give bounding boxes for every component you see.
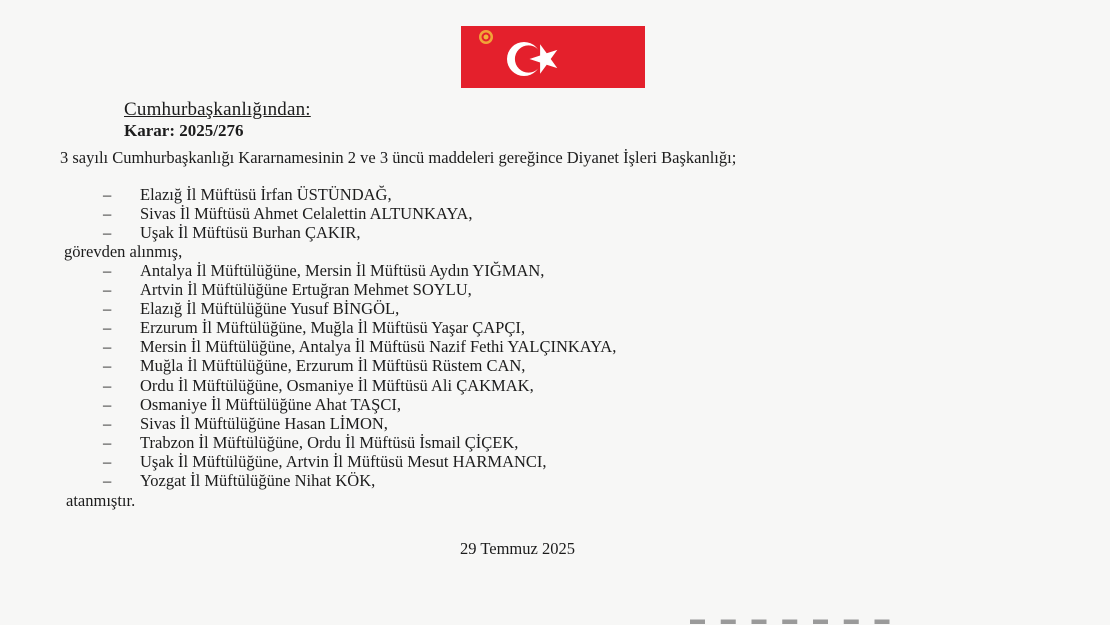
removed-label: görevden alınmış, xyxy=(64,242,183,261)
dash-bullet: – xyxy=(103,223,112,243)
presidential-emblem-icon xyxy=(479,30,493,44)
intro-paragraph: 3 sayılı Cumhurbaşkanlığı Kararnamesinin 2 ve 3 üncü maddeleri gereğince Diyanet İşleri Başkanlığı; xyxy=(60,148,737,167)
turkish-flag xyxy=(461,26,645,88)
dash-bullet: – xyxy=(103,432,112,452)
dash-bullet: – xyxy=(103,318,112,338)
cropped-signature-line: ▬ ▬ ▬ ▬ ▬ ▬ ▬ xyxy=(690,612,896,625)
dash-bullet: – xyxy=(103,356,112,376)
dash-bullet: – xyxy=(103,471,112,491)
decree-document: Cumhurbaşkanlığından: Karar: 2025/276 3 sayılı Cumhurbaşkanlığı Kararnamesinin 2 ve 3 üncü maddeleri gereğince Diyanet İşleri Başkanlığı; – Elazığ İl Müftüsü İrfan ÜSTÜNDAĞ, – Sivas İl Müftüsü Ahmet Celalettin ALTUNKAYA, – Uşak İl Müftüsü Burhan ÇAKIR, görevden alınmış, – Antalya İl Müftülüğüne, Mersin İl Müftüsü Aydın YIĞMAN, – Artvin İl Müftülüğüne Ertuğran Mehmet SOYLU, – Elazığ İl Müftülüğüne Yusuf BİNGÖL, – Erzurum İl Müftülüğüne, Muğla İl Müftüsü Yaşar ÇAPÇI, – Mersin İl Müftülüğüne, Antalya İl Müftüsü Nazif Fethi YALÇINKAYA, – Muğla İl Müftülüğüne, Erzurum İl Müftüsü Rüstem CAN, – Ordu İl Müftülüğüne, Osmaniye İl Müftüsü Ali ÇAKMAK, – Osmaniye İl Müftülüğüne Ahat TAŞCI, – Sivas İl Müftülüğüne Hasan LİMON, – Trabzon İl Müftülüğüne, Ordu İl Müftüsü İsmail ÇİÇEK, – Uşak İl Müftülüğüne, Artvin İl Müftüsü Mesut HARMANCI, – Yozgat İl Müftülüğüne Nihat KÖK, atanmıştır. 29 Temmuz 2025 ▬ ▬ ▬ ▬ ▬ ▬ ▬ xyxy=(0,0,1110,625)
decision-number: Karar: 2025/276 xyxy=(124,121,244,140)
institution-heading: Cumhurbaşkanlığından: xyxy=(124,99,311,120)
dash-bullet: – xyxy=(103,337,112,357)
dash-bullet: – xyxy=(103,375,112,395)
dash-bullet: – xyxy=(103,261,112,280)
dash-bullet: – xyxy=(103,204,112,224)
appointed-label: atanmıştır. xyxy=(66,491,136,510)
dash-bullet: – xyxy=(103,185,112,204)
dash-bullet: – xyxy=(103,451,112,471)
decree-date: 29 Temmuz 2025 xyxy=(460,539,575,558)
dash-bullet: – xyxy=(103,413,112,433)
dash-bullet: – xyxy=(103,394,112,414)
dash-bullet: – xyxy=(103,299,112,319)
dash-bullet: – xyxy=(103,280,112,300)
